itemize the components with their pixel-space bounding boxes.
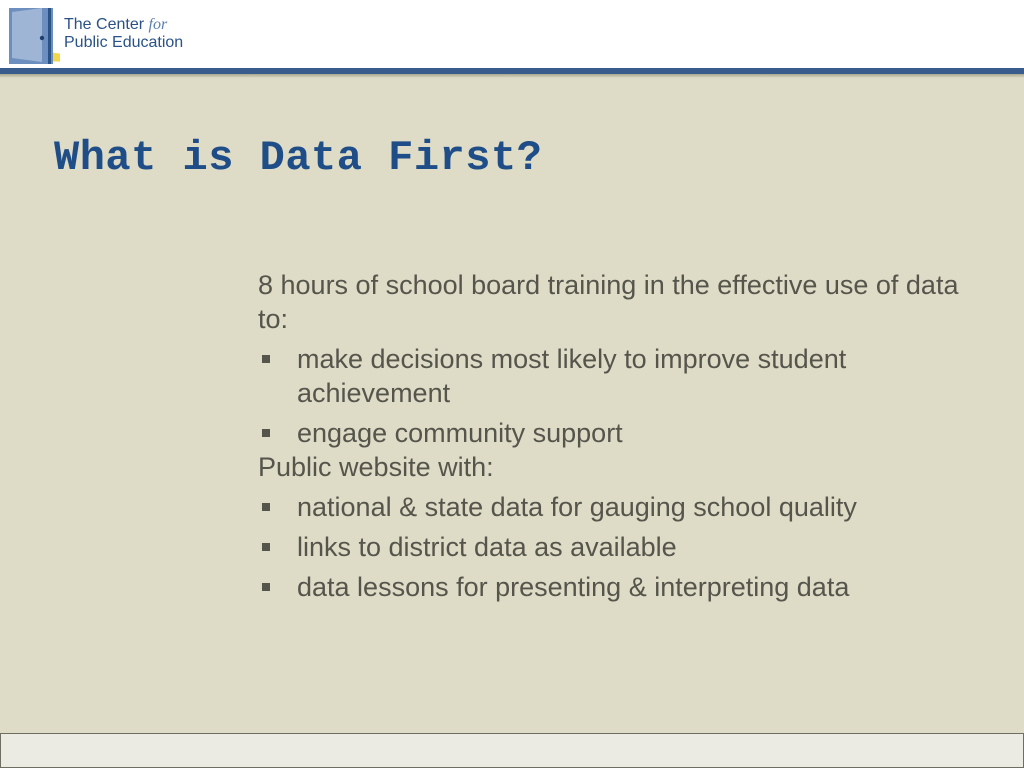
slide-title: What is Data First? xyxy=(54,134,543,182)
square-bullet-icon xyxy=(262,355,270,363)
list-item xyxy=(258,530,988,564)
list-item xyxy=(258,342,988,410)
square-bullet-icon xyxy=(262,429,270,437)
website-bullet-list xyxy=(258,490,988,604)
bullet-text: national & state data for gauging school quality xyxy=(297,492,857,522)
square-bullet-icon xyxy=(262,543,270,551)
square-bullet-icon xyxy=(262,503,270,511)
bullet-text: links to district data as available xyxy=(297,532,677,562)
list-item xyxy=(258,416,988,450)
logo-line2: Public Education xyxy=(64,34,184,51)
slide-body xyxy=(258,268,988,604)
bullet-text: data lessons for presenting & interpreting data xyxy=(297,572,850,602)
logo-for: for xyxy=(148,16,168,33)
slide-footer-bar xyxy=(0,733,1024,768)
bullet-text: make decisions most likely to improve student achievement xyxy=(297,344,847,408)
center-for-public-education-logo xyxy=(8,6,198,66)
square-bullet-icon xyxy=(262,583,270,591)
intro-website: Public website with: xyxy=(258,452,494,482)
logo-line1: The Center xyxy=(64,16,145,33)
door-logo-icon xyxy=(8,6,60,66)
training-bullet-list xyxy=(258,342,988,450)
list-item xyxy=(258,490,988,524)
bullet-text: engage community support xyxy=(297,418,623,448)
header-shadow xyxy=(0,74,1024,78)
intro-training: 8 hours of school board training in the effective use of data to: xyxy=(258,270,959,334)
logo-text xyxy=(64,16,183,52)
slide-header xyxy=(0,0,1024,68)
list-item xyxy=(258,570,988,604)
